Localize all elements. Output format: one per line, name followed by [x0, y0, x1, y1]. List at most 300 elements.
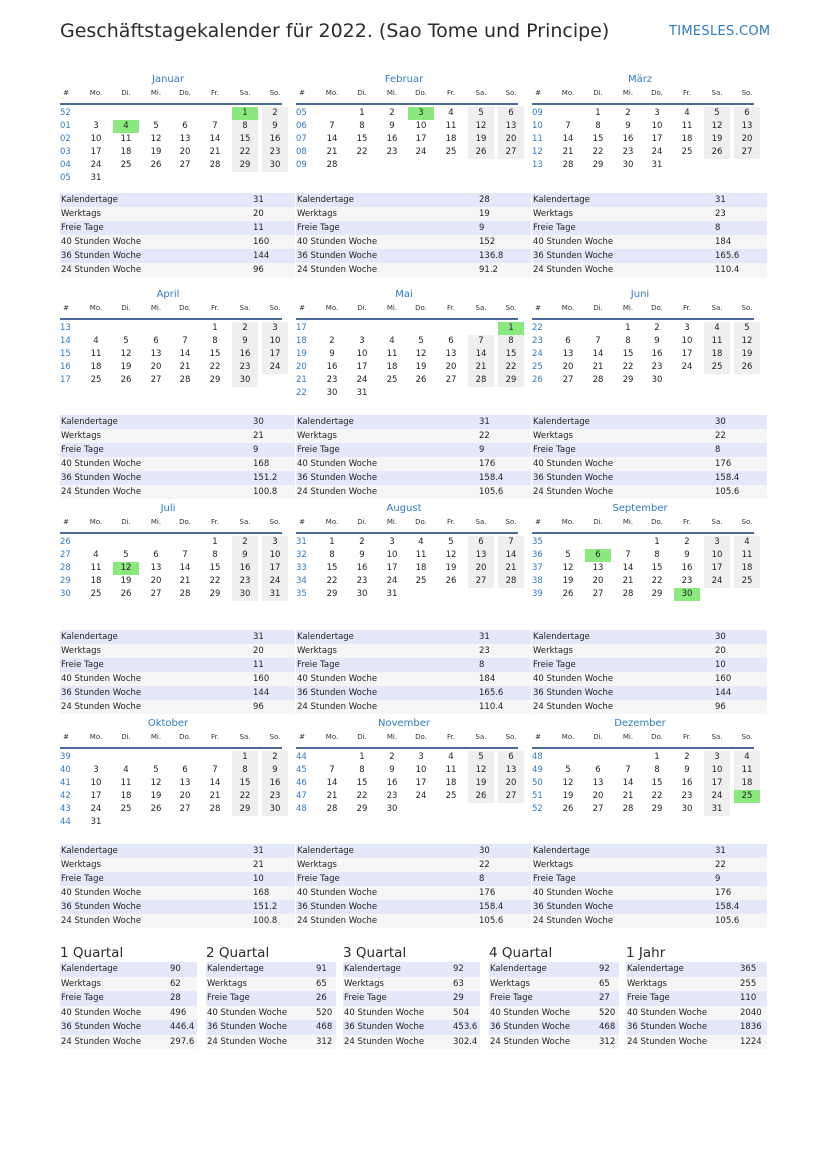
day-cell[interactable]: 18	[734, 562, 760, 575]
day-cell[interactable]: 29	[356, 804, 368, 814]
day-cell[interactable]: 9	[684, 765, 690, 775]
day-cell[interactable]: 1	[654, 537, 660, 547]
day-cell[interactable]: 11	[415, 550, 427, 560]
day-cell[interactable]: 6	[182, 765, 188, 775]
day-cell[interactable]: 1	[212, 323, 218, 333]
day-cell[interactable]: 22	[232, 146, 258, 159]
holiday-day-cell[interactable]: 6	[585, 549, 611, 562]
day-cell[interactable]: 5	[153, 765, 159, 775]
day-cell[interactable]: 13	[734, 120, 760, 133]
day-cell[interactable]: 19	[562, 576, 574, 586]
day-cell[interactable]: 11	[90, 563, 102, 573]
day-cell[interactable]: 19	[445, 563, 457, 573]
day-cell[interactable]: 20	[734, 133, 760, 146]
day-cell[interactable]: 21	[498, 562, 524, 575]
day-cell[interactable]: 23	[262, 146, 288, 159]
day-cell[interactable]: 11	[90, 349, 102, 359]
day-cell[interactable]: 6	[734, 107, 760, 120]
day-cell[interactable]: 19	[150, 791, 162, 801]
day-cell[interactable]: 13	[562, 349, 574, 359]
day-cell[interactable]: 24	[356, 375, 368, 385]
day-cell[interactable]: 27	[498, 146, 524, 159]
day-cell[interactable]: 23	[326, 375, 338, 385]
day-cell[interactable]: 10	[262, 335, 288, 348]
day-cell[interactable]: 3	[262, 536, 288, 549]
day-cell[interactable]: 6	[153, 550, 159, 560]
day-cell[interactable]: 27	[498, 790, 524, 803]
day-cell[interactable]: 19	[704, 133, 730, 146]
day-cell[interactable]: 15	[209, 563, 221, 573]
day-cell[interactable]: 4	[123, 765, 129, 775]
day-cell[interactable]: 26	[704, 146, 730, 159]
day-cell[interactable]: 4	[93, 336, 99, 346]
day-cell[interactable]: 20	[468, 562, 494, 575]
day-cell[interactable]: 21	[622, 791, 634, 801]
day-cell[interactable]: 10	[90, 778, 102, 788]
day-cell[interactable]: 21	[179, 576, 191, 586]
day-cell[interactable]: 4	[684, 108, 690, 118]
day-cell[interactable]: 20	[150, 576, 162, 586]
day-cell[interactable]: 23	[651, 362, 663, 372]
day-cell[interactable]: 28	[498, 575, 524, 588]
day-cell[interactable]: 8	[595, 121, 601, 131]
day-cell[interactable]: 27	[445, 375, 457, 385]
day-cell[interactable]: 27	[179, 804, 191, 814]
day-cell[interactable]: 11	[704, 335, 730, 348]
day-cell[interactable]: 6	[153, 336, 159, 346]
day-cell[interactable]: 24	[681, 362, 693, 372]
day-cell[interactable]: 14	[209, 134, 221, 144]
day-cell[interactable]: 8	[654, 550, 660, 560]
day-cell[interactable]: 21	[326, 791, 338, 801]
day-cell[interactable]: 12	[415, 349, 427, 359]
day-cell[interactable]: 26	[562, 804, 574, 814]
day-cell[interactable]: 23	[232, 361, 258, 374]
day-cell[interactable]: 2	[684, 752, 690, 762]
day-cell[interactable]: 25	[386, 375, 398, 385]
day-cell[interactable]: 28	[622, 804, 634, 814]
day-cell[interactable]: 21	[179, 362, 191, 372]
day-cell[interactable]: 31	[386, 589, 398, 599]
day-cell[interactable]: 16	[232, 348, 258, 361]
day-cell[interactable]: 6	[468, 536, 494, 549]
day-cell[interactable]: 9	[389, 765, 395, 775]
day-cell[interactable]: 5	[153, 121, 159, 131]
day-cell[interactable]: 26	[734, 361, 760, 374]
brand-link[interactable]: TIMESLES.COM	[669, 24, 771, 39]
day-cell[interactable]: 4	[704, 322, 730, 335]
day-cell[interactable]: 1	[359, 108, 365, 118]
day-cell[interactable]: 24	[415, 147, 427, 157]
day-cell[interactable]: 19	[150, 147, 162, 157]
day-cell[interactable]: 27	[592, 804, 604, 814]
day-cell[interactable]: 19	[562, 791, 574, 801]
day-cell[interactable]: 25	[681, 147, 693, 157]
day-cell[interactable]: 17	[262, 562, 288, 575]
day-cell[interactable]: 17	[356, 362, 368, 372]
day-cell[interactable]: 3	[262, 322, 288, 335]
day-cell[interactable]: 25	[734, 575, 760, 588]
day-cell[interactable]: 10	[704, 764, 730, 777]
day-cell[interactable]: 12	[468, 120, 494, 133]
day-cell[interactable]: 25	[120, 804, 132, 814]
day-cell[interactable]: 17	[90, 147, 102, 157]
day-cell[interactable]: 4	[448, 752, 454, 762]
day-cell[interactable]: 9	[232, 335, 258, 348]
day-cell[interactable]: 25	[445, 791, 457, 801]
day-cell[interactable]: 12	[445, 550, 457, 560]
day-cell[interactable]: 1	[329, 537, 335, 547]
day-cell[interactable]: 29	[326, 589, 338, 599]
day-cell[interactable]: 2	[625, 108, 631, 118]
day-cell[interactable]: 27	[734, 146, 760, 159]
day-cell[interactable]: 29	[209, 375, 221, 385]
day-cell[interactable]: 17	[90, 791, 102, 801]
day-cell[interactable]: 15	[232, 133, 258, 146]
day-cell[interactable]: 17	[681, 349, 693, 359]
day-cell[interactable]: 30	[651, 375, 663, 385]
day-cell[interactable]: 20	[498, 133, 524, 146]
day-cell[interactable]: 11	[734, 764, 760, 777]
day-cell[interactable]: 16	[386, 778, 398, 788]
day-cell[interactable]: 3	[389, 537, 395, 547]
day-cell[interactable]: 6	[498, 751, 524, 764]
day-cell[interactable]: 28	[209, 804, 221, 814]
day-cell[interactable]: 12	[734, 335, 760, 348]
day-cell[interactable]: 5	[704, 107, 730, 120]
day-cell[interactable]: 3	[418, 752, 424, 762]
day-cell[interactable]: 14	[209, 778, 221, 788]
day-cell[interactable]: 14	[468, 348, 494, 361]
day-cell[interactable]: 27	[150, 375, 162, 385]
day-cell[interactable]: 15	[232, 777, 258, 790]
day-cell[interactable]: 18	[386, 362, 398, 372]
day-cell[interactable]: 19	[415, 362, 427, 372]
day-cell[interactable]: 15	[209, 349, 221, 359]
day-cell[interactable]: 13	[498, 120, 524, 133]
day-cell[interactable]: 13	[150, 349, 162, 359]
day-cell[interactable]: 2	[389, 108, 395, 118]
holiday-day-cell[interactable]: 3	[408, 107, 434, 120]
day-cell[interactable]: 26	[445, 576, 457, 586]
day-cell[interactable]: 25	[90, 375, 102, 385]
day-cell[interactable]: 6	[565, 336, 571, 346]
day-cell[interactable]: 13	[179, 134, 191, 144]
day-cell[interactable]: 13	[592, 563, 604, 573]
day-cell[interactable]: 8	[232, 120, 258, 133]
day-cell[interactable]: 7	[498, 536, 524, 549]
day-cell[interactable]: 3	[704, 536, 730, 549]
day-cell[interactable]: 4	[734, 751, 760, 764]
day-cell[interactable]: 15	[651, 563, 663, 573]
day-cell[interactable]: 13	[498, 764, 524, 777]
day-cell[interactable]: 1	[212, 537, 218, 547]
day-cell[interactable]: 18	[445, 778, 457, 788]
day-cell[interactable]: 3	[93, 121, 99, 131]
day-cell[interactable]: 21	[592, 362, 604, 372]
day-cell[interactable]: 5	[123, 336, 129, 346]
day-cell[interactable]: 30	[622, 160, 634, 170]
day-cell[interactable]: 4	[448, 108, 454, 118]
day-cell[interactable]: 2	[232, 322, 258, 335]
holiday-day-cell[interactable]: 30	[674, 588, 700, 601]
day-cell[interactable]: 18	[120, 147, 132, 157]
day-cell[interactable]: 15	[651, 778, 663, 788]
day-cell[interactable]: 22	[209, 362, 221, 372]
day-cell[interactable]: 3	[704, 751, 730, 764]
day-cell[interactable]: 18	[90, 576, 102, 586]
day-cell[interactable]: 23	[681, 791, 693, 801]
day-cell[interactable]: 24	[704, 575, 730, 588]
day-cell[interactable]: 1	[654, 752, 660, 762]
day-cell[interactable]: 22	[498, 361, 524, 374]
day-cell[interactable]: 29	[232, 803, 258, 816]
day-cell[interactable]: 29	[592, 160, 604, 170]
day-cell[interactable]: 11	[386, 349, 398, 359]
day-cell[interactable]: 27	[179, 160, 191, 170]
day-cell[interactable]: 28	[326, 804, 338, 814]
day-cell[interactable]: 13	[468, 549, 494, 562]
day-cell[interactable]: 11	[120, 134, 132, 144]
day-cell[interactable]: 26	[150, 160, 162, 170]
day-cell[interactable]: 17	[415, 778, 427, 788]
day-cell[interactable]: 1	[625, 323, 631, 333]
day-cell[interactable]: 26	[468, 790, 494, 803]
day-cell[interactable]: 28	[179, 375, 191, 385]
day-cell[interactable]: 11	[445, 121, 457, 131]
day-cell[interactable]: 16	[262, 777, 288, 790]
day-cell[interactable]: 30	[262, 159, 288, 172]
day-cell[interactable]: 23	[681, 576, 693, 586]
day-cell[interactable]: 9	[654, 336, 660, 346]
day-cell[interactable]: 13	[445, 349, 457, 359]
day-cell[interactable]: 15	[326, 563, 338, 573]
day-cell[interactable]: 7	[212, 765, 218, 775]
day-cell[interactable]: 16	[681, 778, 693, 788]
day-cell[interactable]: 30	[356, 589, 368, 599]
day-cell[interactable]: 23	[386, 147, 398, 157]
day-cell[interactable]: 21	[562, 147, 574, 157]
day-cell[interactable]: 2	[684, 537, 690, 547]
day-cell[interactable]: 26	[120, 589, 132, 599]
day-cell[interactable]: 16	[651, 349, 663, 359]
day-cell[interactable]: 2	[232, 536, 258, 549]
day-cell[interactable]: 28	[622, 589, 634, 599]
day-cell[interactable]: 5	[565, 765, 571, 775]
day-cell[interactable]: 24	[651, 147, 663, 157]
day-cell[interactable]: 7	[595, 336, 601, 346]
day-cell[interactable]: 22	[592, 147, 604, 157]
day-cell[interactable]: 5	[448, 537, 454, 547]
day-cell[interactable]: 8	[625, 336, 631, 346]
day-cell[interactable]: 7	[329, 121, 335, 131]
day-cell[interactable]: 18	[445, 134, 457, 144]
day-cell[interactable]: 6	[182, 121, 188, 131]
day-cell[interactable]: 8	[359, 765, 365, 775]
day-cell[interactable]: 13	[150, 563, 162, 573]
day-cell[interactable]: 27	[150, 589, 162, 599]
day-cell[interactable]: 14	[179, 349, 191, 359]
day-cell[interactable]: 21	[326, 147, 338, 157]
day-cell[interactable]: 16	[232, 562, 258, 575]
day-cell[interactable]: 9	[232, 549, 258, 562]
day-cell[interactable]: 18	[120, 791, 132, 801]
day-cell[interactable]: 21	[209, 147, 221, 157]
day-cell[interactable]: 22	[651, 576, 663, 586]
day-cell[interactable]: 30	[232, 374, 258, 387]
day-cell[interactable]: 23	[262, 790, 288, 803]
day-cell[interactable]: 2	[262, 107, 288, 120]
day-cell[interactable]: 3	[684, 323, 690, 333]
day-cell[interactable]: 13	[592, 778, 604, 788]
day-cell[interactable]: 8	[498, 335, 524, 348]
day-cell[interactable]: 10	[651, 121, 663, 131]
day-cell[interactable]: 16	[622, 134, 634, 144]
day-cell[interactable]: 24	[262, 361, 288, 374]
day-cell[interactable]: 8	[232, 764, 258, 777]
day-cell[interactable]: 31	[651, 160, 663, 170]
day-cell[interactable]: 13	[179, 778, 191, 788]
day-cell[interactable]: 29	[498, 374, 524, 387]
day-cell[interactable]: 26	[468, 146, 494, 159]
day-cell[interactable]: 2	[262, 751, 288, 764]
day-cell[interactable]: 25	[704, 361, 730, 374]
day-cell[interactable]: 10	[262, 549, 288, 562]
day-cell[interactable]: 5	[734, 322, 760, 335]
day-cell[interactable]: 20	[498, 777, 524, 790]
day-cell[interactable]: 1	[232, 751, 258, 764]
day-cell[interactable]: 9	[329, 349, 335, 359]
day-cell[interactable]: 27	[592, 589, 604, 599]
day-cell[interactable]: 5	[468, 751, 494, 764]
day-cell[interactable]: 21	[468, 361, 494, 374]
day-cell[interactable]: 28	[179, 589, 191, 599]
day-cell[interactable]: 12	[704, 120, 730, 133]
day-cell[interactable]: 5	[123, 550, 129, 560]
day-cell[interactable]: 25	[90, 589, 102, 599]
day-cell[interactable]: 24	[386, 576, 398, 586]
day-cell[interactable]: 4	[734, 536, 760, 549]
day-cell[interactable]: 28	[326, 160, 338, 170]
day-cell[interactable]: 4	[389, 336, 395, 346]
day-cell[interactable]: 8	[212, 336, 218, 346]
day-cell[interactable]: 22	[651, 791, 663, 801]
day-cell[interactable]: 17	[704, 562, 730, 575]
day-cell[interactable]: 27	[468, 575, 494, 588]
day-cell[interactable]: 7	[182, 550, 188, 560]
day-cell[interactable]: 27	[562, 375, 574, 385]
day-cell[interactable]: 7	[468, 335, 494, 348]
day-cell[interactable]: 16	[262, 133, 288, 146]
day-cell[interactable]: 17	[415, 134, 427, 144]
holiday-day-cell[interactable]: 12	[113, 562, 139, 575]
day-cell[interactable]: 5	[418, 336, 424, 346]
day-cell[interactable]: 22	[326, 576, 338, 586]
day-cell[interactable]: 29	[209, 589, 221, 599]
day-cell[interactable]: 31	[90, 173, 102, 183]
day-cell[interactable]: 8	[654, 765, 660, 775]
day-cell[interactable]: 26	[120, 375, 132, 385]
day-cell[interactable]: 31	[704, 803, 730, 816]
day-cell[interactable]: 11	[120, 778, 132, 788]
day-cell[interactable]: 24	[90, 804, 102, 814]
day-cell[interactable]: 14	[326, 134, 338, 144]
day-cell[interactable]: 29	[622, 375, 634, 385]
day-cell[interactable]: 14	[622, 778, 634, 788]
day-cell[interactable]: 4	[93, 550, 99, 560]
day-cell[interactable]: 9	[359, 550, 365, 560]
day-cell[interactable]: 11	[445, 765, 457, 775]
day-cell[interactable]: 29	[651, 804, 663, 814]
day-cell[interactable]: 10	[681, 336, 693, 346]
day-cell[interactable]: 14	[326, 778, 338, 788]
day-cell[interactable]: 1	[595, 108, 601, 118]
day-cell[interactable]: 15	[498, 348, 524, 361]
day-cell[interactable]: 8	[212, 550, 218, 560]
day-cell[interactable]: 18	[415, 563, 427, 573]
day-cell[interactable]: 22	[209, 576, 221, 586]
day-cell[interactable]: 8	[359, 121, 365, 131]
day-cell[interactable]: 25	[415, 576, 427, 586]
day-cell[interactable]: 12	[562, 778, 574, 788]
day-cell[interactable]: 6	[498, 107, 524, 120]
holiday-day-cell[interactable]: 25	[734, 790, 760, 803]
day-cell[interactable]: 5	[565, 550, 571, 560]
day-cell[interactable]: 9	[262, 764, 288, 777]
day-cell[interactable]: 31	[90, 817, 102, 827]
day-cell[interactable]: 14	[622, 563, 634, 573]
day-cell[interactable]: 11	[681, 121, 693, 131]
day-cell[interactable]: 12	[150, 778, 162, 788]
day-cell[interactable]: 1	[359, 752, 365, 762]
day-cell[interactable]: 30	[681, 804, 693, 814]
day-cell[interactable]: 2	[359, 537, 365, 547]
day-cell[interactable]: 24	[262, 575, 288, 588]
day-cell[interactable]: 9	[684, 550, 690, 560]
day-cell[interactable]: 30	[232, 588, 258, 601]
day-cell[interactable]: 16	[356, 563, 368, 573]
day-cell[interactable]: 18	[90, 362, 102, 372]
day-cell[interactable]: 30	[326, 388, 338, 398]
day-cell[interactable]: 24	[90, 160, 102, 170]
day-cell[interactable]: 22	[356, 147, 368, 157]
day-cell[interactable]: 28	[562, 160, 574, 170]
day-cell[interactable]: 28	[592, 375, 604, 385]
day-cell[interactable]: 12	[150, 134, 162, 144]
day-cell[interactable]: 16	[326, 362, 338, 372]
day-cell[interactable]: 7	[212, 121, 218, 131]
day-cell[interactable]: 19	[468, 133, 494, 146]
day-cell[interactable]: 26	[562, 589, 574, 599]
day-cell[interactable]: 15	[592, 134, 604, 144]
day-cell[interactable]: 23	[356, 576, 368, 586]
day-cell[interactable]: 18	[681, 134, 693, 144]
day-cell[interactable]: 7	[565, 121, 571, 131]
day-cell[interactable]: 10	[704, 549, 730, 562]
day-cell[interactable]: 19	[468, 777, 494, 790]
day-cell[interactable]: 29	[651, 589, 663, 599]
day-cell[interactable]: 19	[120, 362, 132, 372]
day-cell[interactable]: 20	[592, 576, 604, 586]
day-cell[interactable]: 26	[415, 375, 427, 385]
day-cell[interactable]: 4	[418, 537, 424, 547]
day-cell[interactable]: 9	[389, 121, 395, 131]
day-cell[interactable]: 3	[93, 765, 99, 775]
day-cell[interactable]: 18	[734, 777, 760, 790]
day-cell[interactable]: 14	[179, 563, 191, 573]
day-cell[interactable]: 21	[209, 791, 221, 801]
day-cell[interactable]: 15	[356, 134, 368, 144]
